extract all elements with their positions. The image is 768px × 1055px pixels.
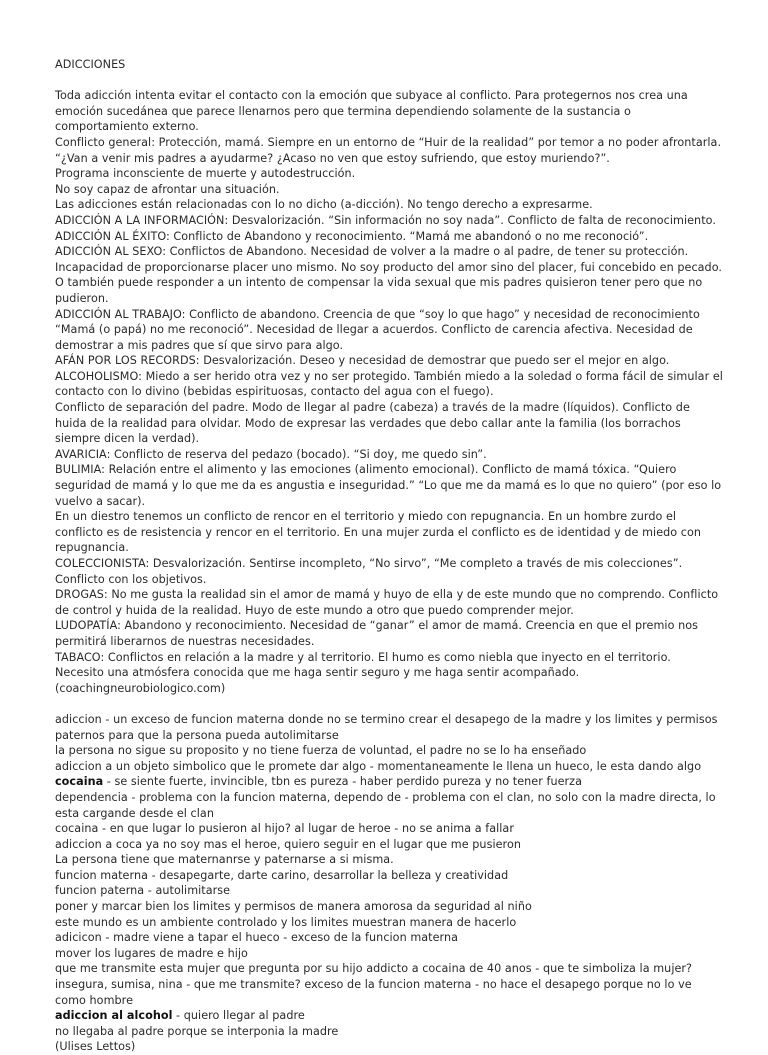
paragraph: TABACO: Conflictos en relación a la madre y al territorio. El humo es como niebla que inyecto en el territorio. Necesito una atmósfera conocida que me haga sentir seguro y me haga sentir acompañado. [55,650,671,680]
note-line: adiccion a coca ya no soy mas el heroe, quiero seguir en el lugar que me pusieron [55,837,521,851]
paragraph: Toda adicción intenta evitar el contacto con la emoción que subyace al conflicto. Para protegernos nos crea una emoción sucedánea que parece llenarnos pero que termina dependiendo solamente de la sustancia o comportamiento externo. [55,89,688,134]
note-text: - quiero llegar al padre [172,1009,305,1023]
note-line: que me transmite esta mujer que pregunta por su hijo addicto a cocaina de 40 anos - que te simboliza la mujer? insegura, sumisa, nina - que me transmite? exceso de la funcion materna - no hace el desapego porque no lo ve como hombre [55,962,693,1007]
note-line: La persona tiene que maternanrse y paternarse a si misma. [55,853,394,867]
paragraph: ADICCIÓN AL TRABAJO: Conflicto de abandono. Creencia de que “soy lo que hago” y necesidad de reconocimiento “Mamá (o papá) no me reconoció”. Necesidad de llegar a acuerdos. Conflicto de carencia afectiva. Necesidad de demostrar a mis padres que sí que sirvo para algo. [55,307,700,352]
paragraph: ADICCIÓN A LA INFORMACIÓN: Desvalorización. “Sin información no soy nada”. Conflicto de falta de reconocimiento. [55,213,716,227]
paragraph: DROGAS: No me gusta la realidad sin el amor de mamá y huyo de ella y de este mundo que no comprendo. Conflicto de control y huida de la realidad. Huyo de este mundo a otro que puedo comprender mejor. [55,588,719,617]
paragraph: COLECCIONISTA: Desvalorización. Sentirse incompleto, “No sirvo”, “Me completo a través de mis colecciones”. Conflicto con los objetivos. [55,557,683,586]
paragraph: En un diestro tenemos un conflicto de rencor en el territorio y miedo con repugnancia. En un hombre zurdo el conflicto es de resistencia y rencor en el territorio. En una mujer zurda el conflicto es de identidad y de miedo con repugnancia. [55,510,702,555]
note-line [55,1008,723,1024]
paragraph: LUDOPATÍA: Abandono y reconocimiento. Necesidad de “ganar” el amor de mamá. Creencia en que el premio nos permitirá liberarnos de nuestras necesidades. [55,619,698,648]
note-line: adiccion a un objeto simbolico que le promete dar algo - momentaneamente le llena un hueco, le esta dando algo [55,759,702,773]
note-line: funcion materna - desapegarte, darte carino, desarrollar la belleza y creatividad [55,868,509,882]
keyword-alcohol: adiccion al alcohol [55,1009,173,1023]
section-coaching [55,88,723,696]
note-line: no llegaba al padre porque se interponia la madre [55,1024,339,1038]
note-line: adiccion - un exceso de funcion materna donde no se termino crear el desapego de la madre y los limites y permisos paternos para que la persona pueda autolimitarse [55,712,718,742]
source-citation: (Ulises Lettos) [55,1040,136,1054]
note-line: funcion paterna - autolimitarse [55,884,231,898]
paragraph: BULIMIA: Relación entre el alimento y las emociones (alimento emocional). Conflicto de mamá tóxica. “Quiero seguridad de mamá y lo que me da es angustia e inseguridad.” “Lo que me da mamá es lo que no quiero” (por eso lo vuelvo a sacar). [55,463,722,508]
paragraph: “¿Van a venir mis padres a ayudarme? ¿Acaso no ven que estoy sufriendo, que estoy muriendo?”. [55,151,610,165]
paragraph: AVARICIA: Conflicto de reserva del pedazo (bocado). “Si doy, me quedo sin”. [55,447,487,461]
section-notes [55,712,723,1055]
paragraph: ADICCIÓN AL SEXO: Conflictos de Abandono. Necesidad de volver a la madre o al padre, de tener su protección. Incapacidad de proporcionarse placer uno mismo. No soy producto del amor sino del placer, fui concebido en pecado. O también puede responder a un intento de compensar la vida sexual que mis padres quisieron tener pero que no pudieron. [55,245,723,305]
note-line: poner y marcar bien los limites y permisos de manera amorosa da seguridad al niño [55,900,532,914]
paragraph: Conflicto de separación del padre. Modo de llegar al padre (cabeza) a través de la madre (líquidos). Conflicto de huida de la realidad para olvidar. Modo de expresar las verdades que debo callar ante la familia (los borrachos siempre dicen la verdad). [55,401,690,446]
note-line: adicicon - madre viene a tapar el hueco - exceso de la funcion materna [55,931,459,945]
paragraph: Programa inconsciente de muerte y autodestrucción. [55,167,356,181]
note-line [55,774,723,790]
document-page [55,57,723,1055]
note-line: este mundo es un ambiente controlado y los limites muestran manera de hacerlo [55,915,517,929]
note-text: - se siente fuerte, invincible, tbn es pureza - haber perdido pureza y no tener fuerza [103,775,582,789]
paragraph: Conflicto general: Protección, mamá. Siempre en un entorno de “Huir de la realidad” por temor a no poder afrontarla. [55,135,722,149]
paragraph: ALCOHOLISMO: Miedo a ser herido otra vez y no ser protegido. También miedo a la soledad o forma fácil de simular el contacto con lo divino (bebidas espirituosas, contacto del agua con el fuego). [55,369,723,399]
note-line: la persona no sigue su proposito y no tiene fuerza de voluntad, el padre no se lo ha enseñado [55,744,587,758]
source-citation: (coachingneurobiologico.com) [55,681,226,695]
note-line: mover los lugares de madre e hijo [55,946,248,960]
paragraph: ADICCIÓN AL ÉXITO: Conflicto de Abandono y reconocimiento. “Mamá me abandonó o no me reconoció”. [55,229,649,243]
paragraph: No soy capaz de afrontar una situación. [55,182,280,196]
keyword-cocaina: cocaina [55,775,104,789]
note-line: dependencia - problema con la funcion materna, dependo de - problema con el clan, no solo con la madre directa, lo esta cargande desde el clan [55,790,716,820]
note-line: cocaina - en que lugar lo pusieron al hijo? al lugar de heroe - no se anima a fallar [55,822,514,836]
document-title: ADICCIONES [55,58,126,71]
paragraph: Las adicciones están relacionadas con lo no dicho (a-dicción). No tengo derecho a expresarme. [55,198,593,212]
section-gap [55,696,723,712]
paragraph: AFÁN POR LOS RECORDS: Desvalorización. Deseo y necesidad de demostrar que puedo ser el mejor en algo. [55,354,670,368]
